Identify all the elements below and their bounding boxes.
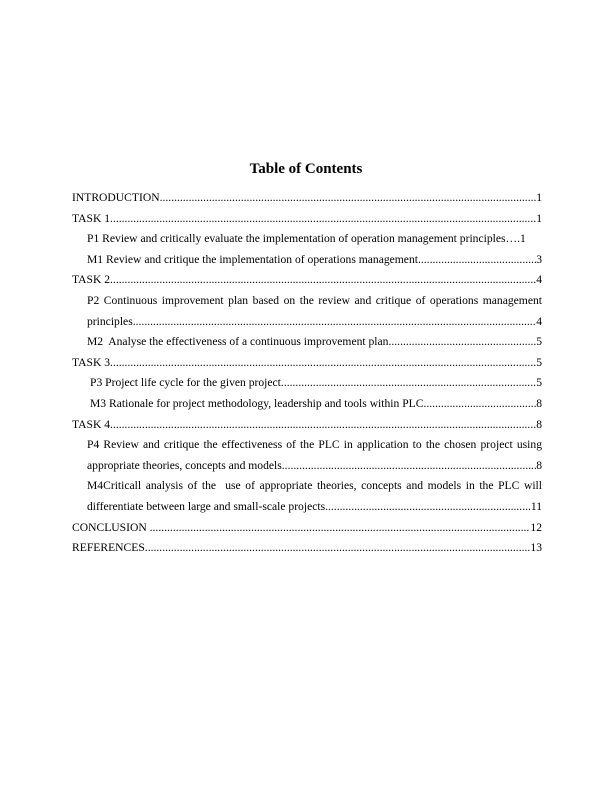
toc-entry-m3[interactable] [72, 394, 542, 415]
dot-leader [423, 394, 536, 415]
toc-page-number: 13 [530, 541, 542, 555]
toc-entry-text: REFERENCES [72, 541, 145, 555]
toc-entry-p2[interactable] [72, 312, 542, 333]
toc-page-number: 5 [536, 335, 542, 349]
toc-entry-m4-line1[interactable]: M4Criticall analysis of the use of appropriate theories, concepts and models in the PLC will [87, 479, 542, 493]
dot-leader [160, 188, 537, 209]
toc-entry-text: P1 Review and critically evaluate the implementation of operation management principles…. [87, 232, 521, 246]
toc-entry-task-2[interactable] [72, 270, 542, 291]
toc-entry-references[interactable] [72, 538, 542, 559]
toc-entry-p4-line1[interactable]: P4 Review and critique the effectiveness of the PLC in application to the chosen project using [87, 438, 542, 452]
toc-entry-introduction[interactable] [72, 188, 542, 209]
toc-entry-text: M1 Review and critique the implementation of operations management [87, 252, 418, 266]
dot-leader [110, 353, 536, 374]
toc-entry-p4[interactable] [72, 456, 542, 477]
dot-leader [388, 332, 536, 353]
toc-entry-text: M3 Rationale for project methodology, leadership and tools within PLC [90, 396, 424, 410]
toc-title: Table of Contents [249, 161, 363, 177]
toc-entry-text: TASK 2 [72, 273, 111, 287]
dot-leader [133, 312, 536, 333]
toc-page-number: 8 [536, 396, 542, 410]
toc-entry-text: appropriate theories, concepts and models [87, 458, 282, 472]
toc-page-number: 8 [536, 417, 542, 431]
toc-entry-p2-line1[interactable]: P2 Continuous improvement plan based on the review and critique of operations management [87, 293, 542, 307]
toc-page-number: 8 [536, 458, 542, 472]
dot-leader [150, 518, 531, 539]
toc-entry-text: M2 Analyse the effectiveness of a continuous improvement plan [87, 335, 389, 349]
dot-leader [110, 270, 536, 291]
toc-page-number: 1 [536, 211, 542, 225]
toc-entry-text: TASK 3 [72, 355, 111, 369]
toc-entry-conclusion[interactable] [72, 518, 542, 539]
toc-entry-p1[interactable] [72, 229, 542, 250]
toc-page-number: 4 [536, 273, 542, 287]
toc-page-number: 5 [536, 376, 542, 390]
toc-page-number: 1 [536, 191, 542, 204]
dot-leader [325, 497, 531, 518]
toc-entry-text: TASK 1 [72, 211, 111, 225]
toc-entry-m1[interactable] [72, 250, 542, 271]
toc-page-number: 11 [530, 499, 542, 513]
toc-page-number: 3 [536, 252, 542, 266]
toc-entry-task-4[interactable] [72, 415, 542, 436]
toc-entry-p3[interactable] [72, 373, 542, 394]
toc-entry-text: P3 Project life cycle for the given project [90, 376, 281, 390]
table-of-contents [72, 188, 542, 559]
dot-leader [281, 373, 536, 394]
toc-page-number: 12 [530, 520, 542, 534]
toc-page-number: 4 [536, 314, 542, 328]
toc-page-number: 1 [520, 232, 526, 246]
toc-entry-task-3[interactable] [72, 353, 542, 374]
toc-entry-m4[interactable] [72, 497, 542, 518]
toc-page-number: 5 [536, 355, 542, 369]
dot-leader [110, 415, 536, 436]
toc-entry-text: TASK 4 [72, 417, 111, 431]
dot-leader [110, 209, 536, 230]
toc-entry-task-1[interactable] [72, 209, 542, 230]
toc-entry-text: INTRODUCTION [72, 191, 160, 204]
toc-entry-text: differentiate between large and small-scale projects [87, 499, 326, 513]
dot-leader [418, 250, 536, 271]
dot-leader [145, 538, 531, 559]
toc-entry-m2[interactable] [72, 332, 542, 353]
toc-entry-text: CONCLUSION [72, 520, 150, 534]
toc-entry-text: principles [87, 314, 133, 328]
dot-leader [282, 456, 536, 477]
